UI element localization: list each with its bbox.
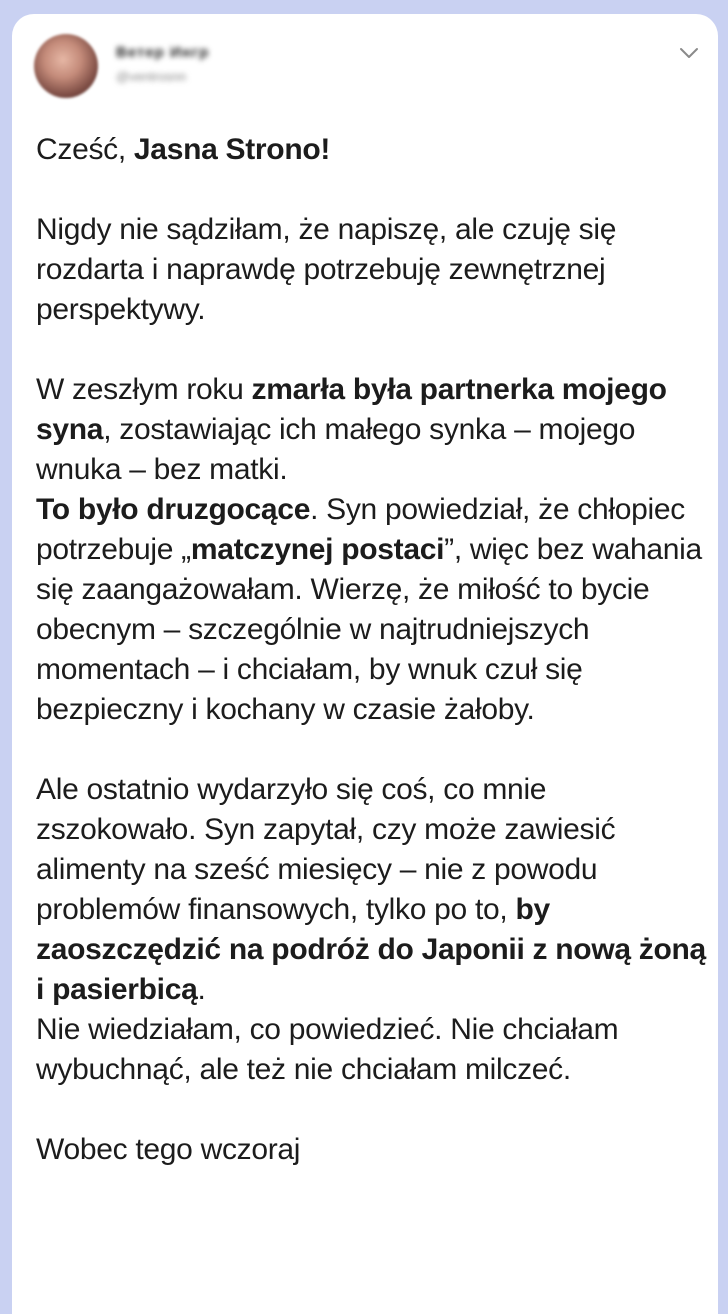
paragraph-4: Wobec tego wczoraj (36, 1133, 301, 1166)
post-body (36, 130, 708, 1210)
paragraph-2 (36, 370, 708, 730)
paragraph-2-bold-f: matczynej postaci (190, 533, 445, 566)
paragraph-2-text-g: ”, więc bez wahania się zaangażowałam. Wierzę, że miłość to bycie obecnym – szczególnie w najtrudniejszych momentach – i chciałam, by wnuk czuł się bezpieczny i kochany w czasie żałoby. (36, 533, 702, 726)
paragraph-2-bold-b: zmarła była partnerka mojego syna (36, 373, 667, 446)
post-card (12, 14, 718, 1314)
avatar[interactable] (34, 34, 98, 98)
paragraph-3-text-c: . (197, 973, 206, 1006)
paragraph-3 (36, 770, 708, 1090)
paragraph-3-text-d: Nie wiedziałam, co powiedzieć. Nie chciałam wybuchnąć, ale też nie chciałam milczeć. (36, 1013, 619, 1086)
paragraph-2-bold-d: To było druzgocące (36, 493, 311, 526)
paragraph-1: Nigdy nie sądziłam, że napiszę, ale czuję się rozdarta i naprawdę potrzebuję zewnętrznej perspektywy. (36, 213, 617, 326)
paragraph-2-text-c: , zostawiając ich małego synka – mojego wnuka – bez matki. (36, 413, 636, 486)
greeting-bold: Jasna Strono! (133, 133, 331, 166)
author-handle[interactable]: @ventrosnn (116, 69, 187, 84)
paragraph-3-text-a: Ale ostatnio wydarzyło się coś, co mnie zszokowało. Syn zapytał, czy może zawiesić alimenty na sześć miesięcy – nie z powodu problemów finansowych, tylko po to, (36, 773, 616, 926)
author-name[interactable]: Ветер Ингр (116, 44, 210, 61)
greeting-text: Cześć, (36, 133, 134, 166)
paragraph-2-text-e: . Syn powiedział, że chłopiec potrzebuje „ (36, 493, 685, 566)
paragraph-3-bold-b: by zaoszczędzić na podróż do Japonii z nową żoną i pasierbicą (36, 893, 706, 1006)
chevron-down-icon[interactable] (678, 44, 700, 62)
greeting (36, 130, 708, 170)
post-header (34, 34, 702, 98)
paragraph-2-text-a: W zeszłym roku (36, 373, 252, 406)
